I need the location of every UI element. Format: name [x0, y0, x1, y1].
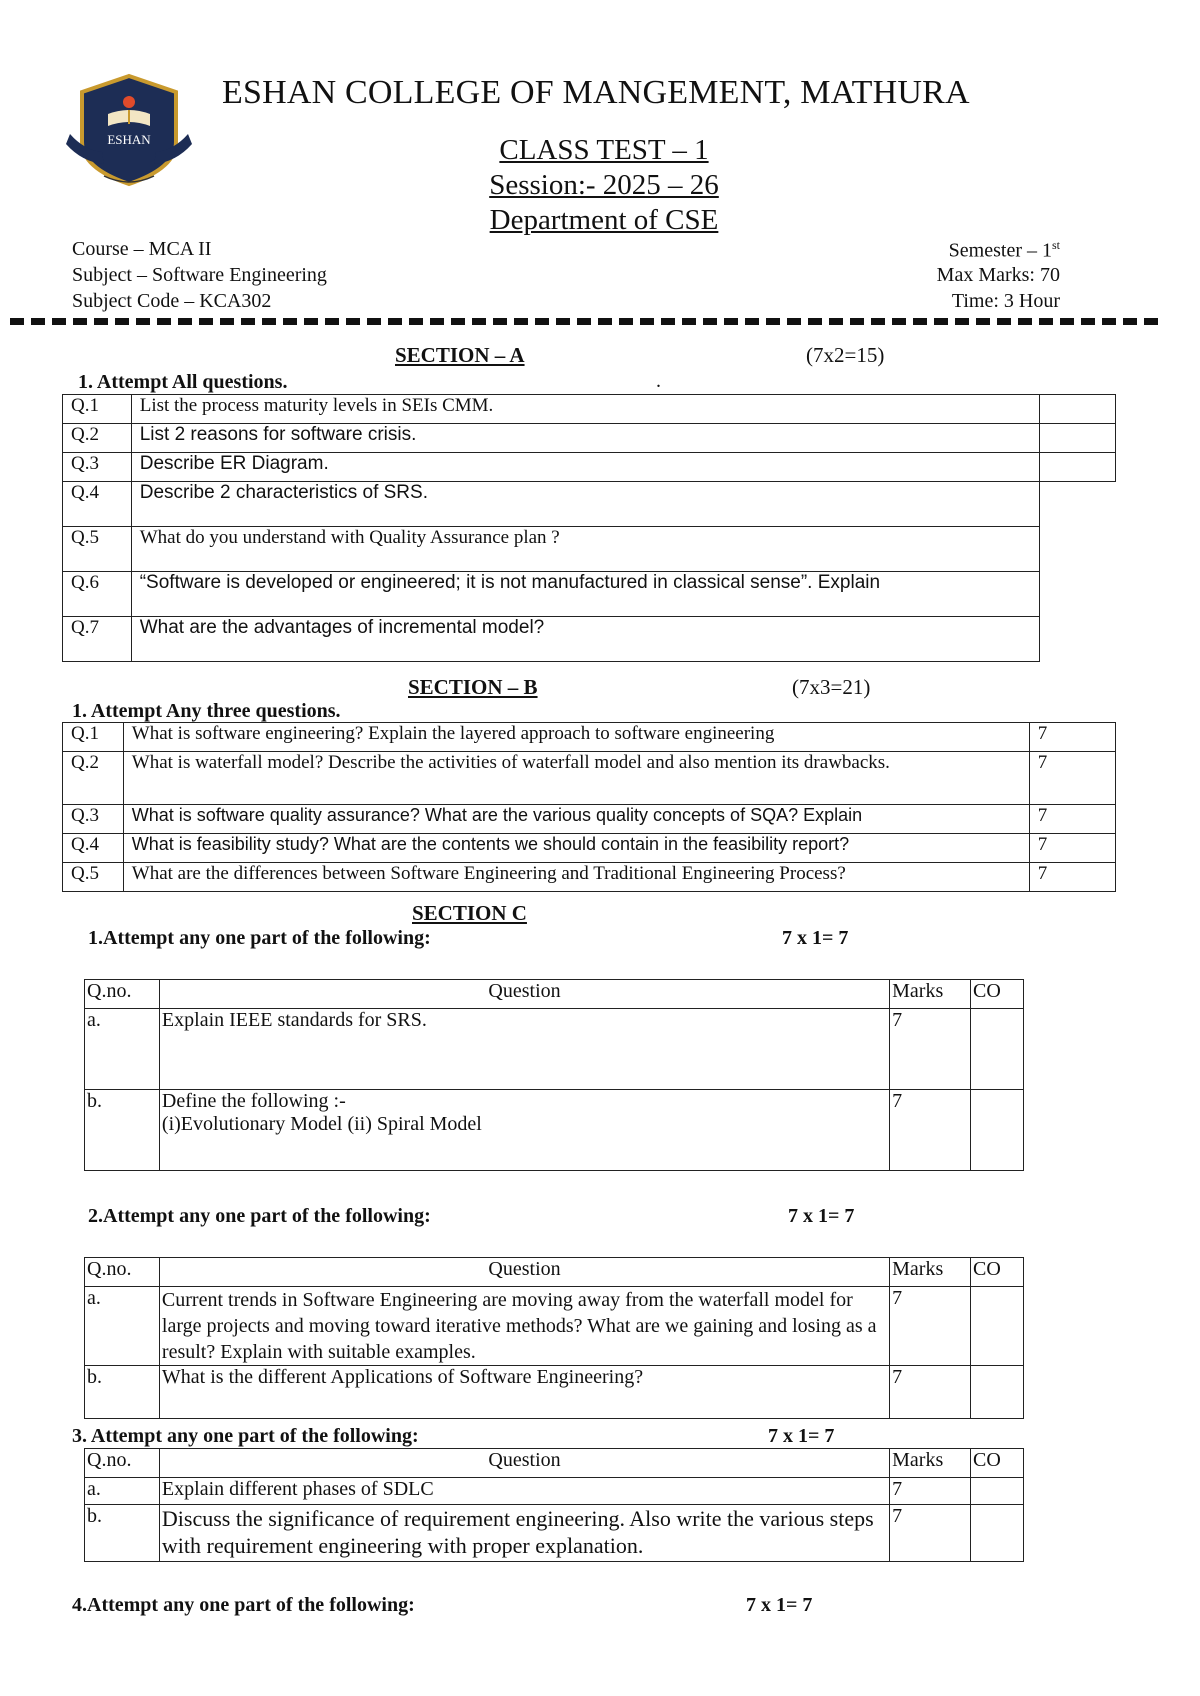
marks-cell [1039, 453, 1115, 482]
part-label: a. [85, 1287, 160, 1366]
part-label: b. [85, 1505, 160, 1562]
question-text [159, 1090, 889, 1171]
table-row [63, 395, 1116, 424]
subject-label: Subject – Software Engineering [72, 264, 327, 286]
table-row [63, 834, 1116, 863]
section-a-dot: . [656, 370, 661, 392]
table-row [63, 482, 1116, 527]
table-header-row [85, 1258, 1024, 1287]
question-number: Q.5 [63, 527, 132, 572]
header-co: CO [971, 980, 1024, 1009]
marks-cell: 7 [890, 1287, 971, 1366]
course-label: Course – MCA II [72, 238, 212, 260]
section-b-title: SECTION – B [408, 675, 538, 699]
table-row [85, 1478, 1024, 1505]
table-row [63, 723, 1116, 752]
table-row [63, 805, 1116, 834]
part-2-marks: 7 x 1= 7 [788, 1205, 855, 1227]
question-number: Q.4 [63, 834, 124, 863]
table-row [85, 1090, 1024, 1171]
question-text: List 2 reasons for software crisis. [131, 424, 1039, 453]
header-marks: Marks [890, 1449, 971, 1478]
table-row [63, 617, 1116, 662]
header-co: CO [971, 1449, 1024, 1478]
table-header-row [85, 1449, 1024, 1478]
header-question: Question [159, 1449, 889, 1478]
question-text: Describe 2 characteristics of SRS. [131, 482, 1039, 527]
header-question: Question [159, 1258, 889, 1287]
section-b-marks: (7x3=21) [792, 675, 871, 699]
department-title: Department of CSE [489, 204, 719, 236]
session-title: Session:- 2025 – 26 [489, 169, 719, 201]
semester-sup: st [1051, 238, 1060, 252]
question-text: What do you understand with Quality Assurance plan ? [131, 527, 1039, 572]
section-a-marks: (7x2=15) [806, 343, 885, 367]
table-row [85, 1505, 1024, 1562]
header-question: Question [159, 980, 889, 1009]
question-text: What are the differences between Software Engineering and Traditional Engineering Process? [123, 863, 1029, 892]
section-b-table [62, 722, 1116, 892]
question-text: What is waterfall model? Describe the activities of waterfall model and also mention its drawbacks. [123, 752, 1029, 805]
marks-cell: 7 [890, 1090, 971, 1171]
table-row [85, 1366, 1024, 1419]
question-text: “Software is developed or engineered; it is not manufactured in classical sense”. Explain [131, 572, 1039, 617]
marks-cell: 7 [1029, 805, 1115, 834]
co-cell [971, 1478, 1024, 1505]
question-text: Explain different phases of SDLC [159, 1478, 889, 1505]
table-row [85, 1009, 1024, 1090]
table-row [63, 453, 1116, 482]
co-cell [971, 1287, 1024, 1366]
section-a-instruction: 1. Attempt All questions. [78, 371, 288, 393]
time-label: Time: 3 Hour [951, 290, 1060, 312]
part-label: b. [85, 1366, 160, 1419]
marks-cell: 7 [1029, 834, 1115, 863]
part-label: a. [85, 1478, 160, 1505]
part-3-marks: 7 x 1= 7 [768, 1425, 835, 1447]
question-number: Q.5 [63, 863, 124, 892]
part-2-table [84, 1257, 1024, 1419]
question-number: Q.2 [63, 752, 124, 805]
question-number: Q.3 [63, 453, 132, 482]
test-title: CLASS TEST – 1 [499, 134, 709, 166]
co-cell [971, 1090, 1024, 1171]
table-row [63, 424, 1116, 453]
header-marks: Marks [890, 980, 971, 1009]
co-cell [971, 1366, 1024, 1419]
table-row [63, 572, 1116, 617]
part-3-instruction: 3. Attempt any one part of the following: [72, 1425, 419, 1447]
section-b-instruction: 1. Attempt Any three questions. [72, 700, 341, 722]
marks-cell: 7 [890, 1505, 971, 1562]
question-line-2: (i)Evolutionary Model (ii) Spiral Model [161, 1113, 482, 1135]
marks-cell: 7 [1029, 752, 1115, 805]
semester-text: Semester – 1 [948, 239, 1052, 262]
question-text: What is the different Applications of Software Engineering? [159, 1366, 889, 1419]
marks-cell [1039, 424, 1115, 453]
part-4-instruction: 4.Attempt any one part of the following: [72, 1594, 415, 1616]
question-number: Q.7 [63, 617, 132, 662]
semester-label [949, 238, 1060, 263]
dashed-divider [10, 318, 1158, 325]
part-label: b. [85, 1090, 160, 1171]
marks-cell [1039, 527, 1115, 572]
marks-cell [1039, 395, 1115, 424]
question-text: What is feasibility study? What are the contents we should contain in the feasibility report? [123, 834, 1029, 863]
part-2-instruction: 2.Attempt any one part of the following: [88, 1205, 431, 1227]
header-co: CO [971, 1258, 1024, 1287]
table-header-row [85, 980, 1024, 1009]
college-name: ESHAN COLLEGE OF MANGEMENT, MATHURA [222, 74, 970, 111]
question-number: Q.2 [63, 424, 132, 453]
marks-cell: 7 [890, 1478, 971, 1505]
header-qno: Q.no. [85, 1449, 160, 1478]
table-row [63, 863, 1116, 892]
part-1-instruction: 1.Attempt any one part of the following: [88, 927, 431, 949]
question-text: Discuss the significance of requirement engineering. Also write the various steps with requirement engineering with proper explanation. [159, 1505, 889, 1562]
question-text: List the process maturity levels in SEIs CMM. [131, 395, 1039, 424]
question-text: Describe ER Diagram. [131, 453, 1039, 482]
marks-cell [1039, 572, 1115, 617]
question-text: Current trends in Software Engineering are moving away from the waterfall model for large projects and moving toward iterative methods? What are we gaining and losing as a result? Explain with suitable examples. [159, 1287, 889, 1366]
question-number: Q.3 [63, 805, 124, 834]
co-cell [971, 1009, 1024, 1090]
subject-code-label: Subject Code – KCA302 [72, 290, 272, 312]
table-row [63, 527, 1116, 572]
part-label: a. [85, 1009, 160, 1090]
question-text: Explain IEEE standards for SRS. [159, 1009, 889, 1090]
co-cell [971, 1505, 1024, 1562]
marks-cell [1039, 482, 1115, 527]
question-number: Q.1 [63, 395, 132, 424]
question-number: Q.1 [63, 723, 124, 752]
section-c-title: SECTION C [412, 901, 527, 925]
question-text: What is software quality assurance? What are the various quality concepts of SQA? Explain [123, 805, 1029, 834]
question-number: Q.4 [63, 482, 132, 527]
marks-cell: 7 [1029, 723, 1115, 752]
section-a-table [62, 394, 1116, 662]
marks-cell: 7 [890, 1009, 971, 1090]
question-number: Q.6 [63, 572, 132, 617]
question-text: What is software engineering? Explain the layered approach to software engineering [123, 723, 1029, 752]
marks-cell [1039, 617, 1115, 662]
marks-cell: 7 [890, 1366, 971, 1419]
header-marks: Marks [890, 1258, 971, 1287]
marks-cell: 7 [1029, 863, 1115, 892]
question-text: What are the advantages of incremental model? [131, 617, 1039, 662]
question-line-1: Define the following :- [161, 1090, 346, 1112]
part-1-marks: 7 x 1= 7 [782, 927, 849, 949]
max-marks-label: Max Marks: 70 [936, 264, 1060, 286]
part-3-table [84, 1448, 1024, 1562]
section-a-title: SECTION – A [395, 343, 525, 367]
table-row [63, 752, 1116, 805]
logo-text: ESHAN [107, 132, 151, 147]
part-1-table [84, 979, 1024, 1171]
part-4-marks: 7 x 1= 7 [746, 1594, 813, 1616]
table-row [85, 1287, 1024, 1366]
header-qno: Q.no. [85, 980, 160, 1009]
header-qno: Q.no. [85, 1258, 160, 1287]
